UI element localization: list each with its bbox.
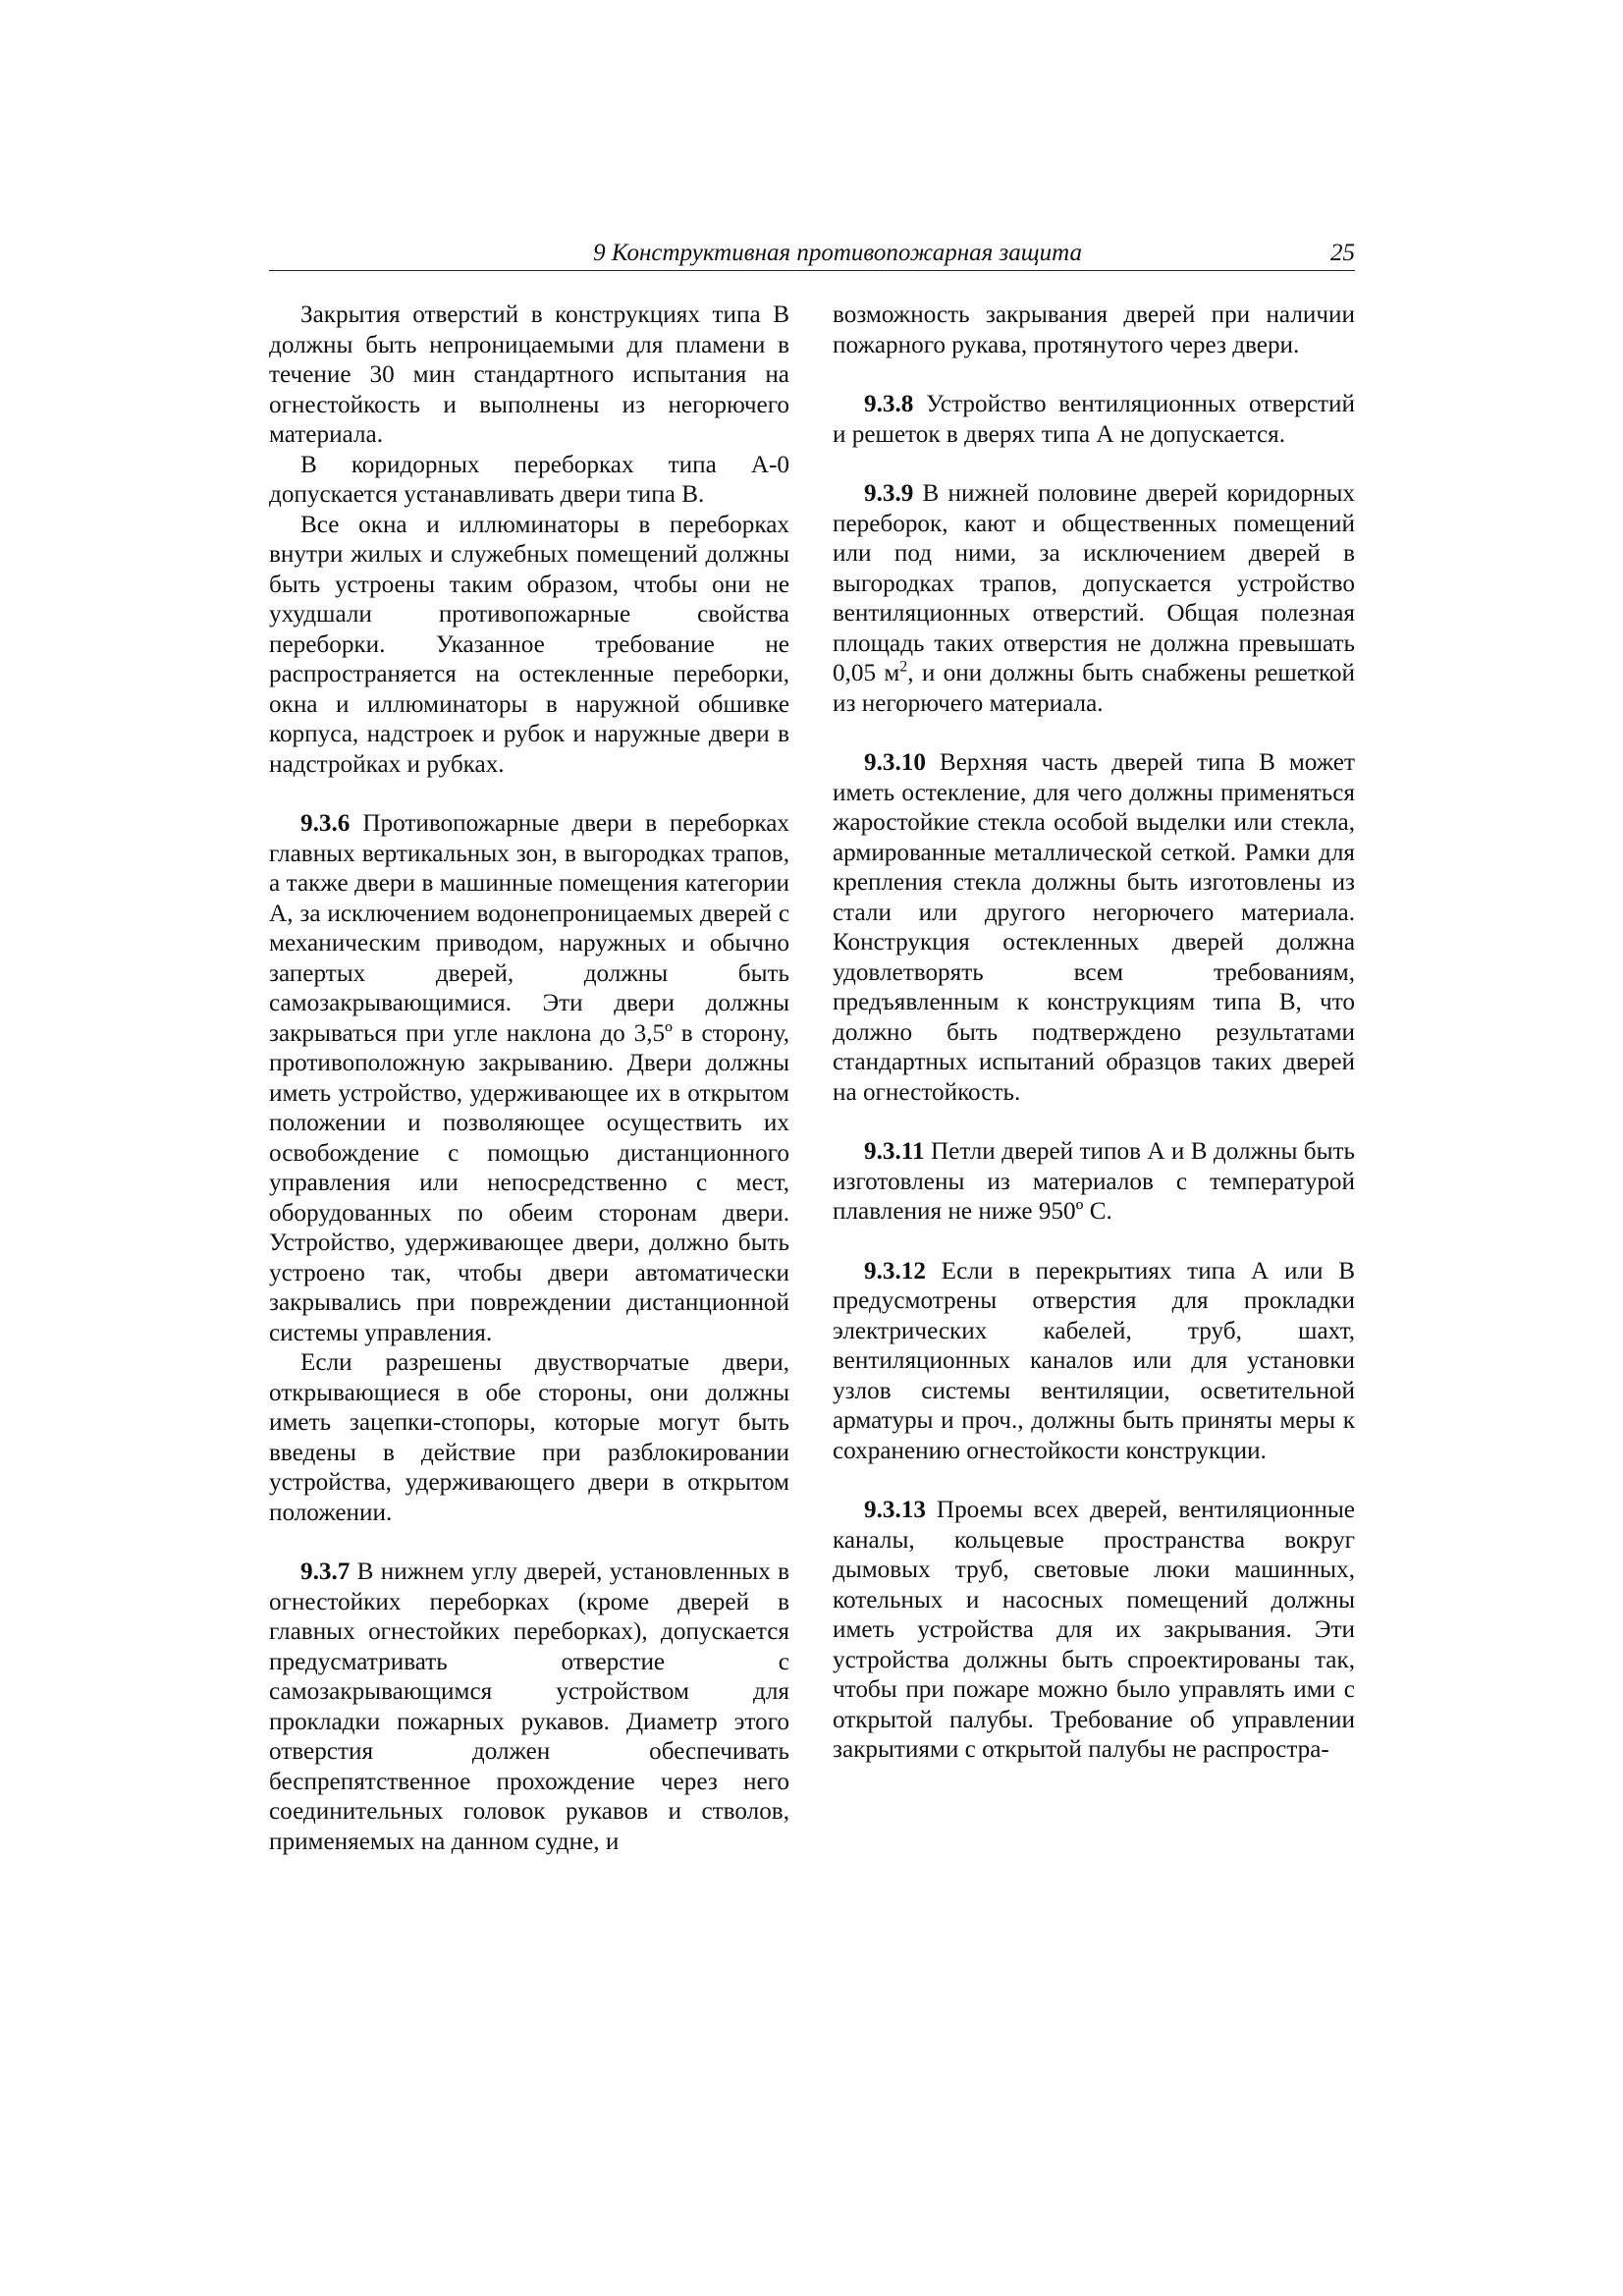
superscript: 2 bbox=[899, 658, 908, 676]
section-9-3-10 bbox=[833, 748, 1355, 1108]
section-number: 9.3.9 bbox=[864, 480, 914, 507]
section-number: 9.3.8 bbox=[864, 391, 914, 417]
section-9-3-8 bbox=[833, 390, 1355, 450]
right-column bbox=[833, 301, 1355, 1766]
paragraph: Если разрешены двустворчатые двери, открывающиеся в обе стороны, они должны иметь зацепки-стопоры, которые могут быть введены в действие при разблокировании устройства, удерживающего двери в открытом положении. bbox=[269, 1349, 789, 1526]
paragraph: Все окна и иллюминаторы в переборках внутри жилых и служебных помещений должны быть устроены таким образом, чтобы они не ухудшали противопожарные свойства переборки. Указанное требование не распространяется на остекленные переборки, окна и иллюминаторы в наружной обшивке корпуса, надстроек и рубок и наружные двери в надстройках и рубках. bbox=[269, 511, 789, 778]
section-9-3-6 bbox=[269, 809, 789, 1348]
section-text: Устройство вентиляционных отверстий и решеток в дверях типа А не допускается. bbox=[833, 391, 1355, 448]
section-text: В нижнем углу дверей, установленных в огнестойких переборках (кроме дверей в главных огнестойких переборках), допускается предусматривать отверстие с самозакрывающимся устройством для прокладки пожарных рукавов. Диаметр этого отверстия должен обеспечивать беспрепятственное прохождение через него соединительных головок рукавов и стволов, применяемых на данном судне, и bbox=[269, 1558, 789, 1855]
section-text: Верхняя часть дверей типа В может иметь остекление, для чего должны применяться жаростойкие стекла особой выделки или стекла, армированные металлической сеткой. Рамки для крепления стекла должны быть изготовлены из стали или другого негорючего материала. Конструкция остекленных дверей должна удовлетворять всем требованиям, предъявленным к конструкциям типа В, что должно быть подтверждено результатами стандартных испытаний образцов таких дверей на огнестойкость. bbox=[833, 749, 1355, 1106]
section-9-3-7 bbox=[269, 1558, 789, 1857]
section-9-3-12 bbox=[833, 1257, 1355, 1467]
page-number: 25 bbox=[1330, 240, 1355, 266]
left-column bbox=[269, 301, 789, 1857]
section-text: Проемы всех дверей, вентиляционные каналы, кольцевые пространства вокруг дымовых труб, световые люки машинных, котельных и насосных помещений должны иметь устройства для их закрывания. Эти устройства должны быть спроектированы так, чтобы при пожаре можно было управлять ими с открытой палубы. Требование об управлении закрытиями с открытой палубы не распростра- bbox=[833, 1497, 1355, 1763]
running-header bbox=[269, 239, 1355, 271]
section-number: 9.3.10 bbox=[864, 749, 926, 776]
section-number: 9.3.13 bbox=[864, 1497, 926, 1523]
section-number: 9.3.6 bbox=[300, 810, 351, 837]
section-text: Противопожарные двери в переборках главных вертикальных зон, в выгородках трапов, а также двери в машинные помещения категории А, за исключением водонепроницаемых дверей с механическим приводом, наружных и обычно запертых дверей, должны быть самозакрывающимися. Эти двери должны закрываться при угле наклона до 3,5º в сторону, противоположную закрыванию. Двери должны иметь устройство, удерживающее их в открытом положении и позволяющее осуществить их освобождение с помощью дистанционного управления или непосредственно с мест, оборудованных по обеим сторонам двери. Устройство, удерживающее двери, должно быть устроено так, чтобы двери автоматически закрывались при повреждении дистанционной системы управления. bbox=[269, 810, 789, 1346]
section-9-3-13 bbox=[833, 1496, 1355, 1766]
paragraph-continuation: возможность закрывания дверей при наличии пожарного рукава, протянутого через двери. bbox=[833, 301, 1355, 358]
section-text: В нижней половине дверей коридорных переборок, кают и общественных помещений или под ними, за исключением дверей в выгородках трапов, допускается устройство вентиляционных отверстий. Общая полезная площадь таких отверстия не должна превышать 0,05 м bbox=[833, 480, 1355, 686]
section-9-3-11 bbox=[833, 1137, 1355, 1228]
section-number: 9.3.11 bbox=[864, 1138, 925, 1165]
section-9-3-9 bbox=[833, 479, 1355, 719]
section-number: 9.3.12 bbox=[864, 1257, 926, 1285]
paragraph: В коридорных переборках типа А-0 допускается устанавливать двери типа В. bbox=[269, 451, 789, 508]
paragraph: Закрытия отверстий в конструкциях типа В должны быть непроницаемыми для пламени в течение 30 мин стандартного испытания на огнестойкость и выполнены из негорючего материала. bbox=[269, 301, 789, 448]
section-number: 9.3.7 bbox=[300, 1558, 351, 1585]
section-text: Если в перекрытиях типа А или В предусмотрены отверстия для прокладки электрических кабелей, труб, шахт, вентиляционных каналов или для установки узлов системы вентиляции, осветительной арматуры и проч., должны быть приняты меры к сохранению огнестойкости конструкции. bbox=[833, 1257, 1355, 1464]
section-text: , и они должны быть снабжены решеткой из негорючего материала. bbox=[833, 660, 1355, 717]
section-text: Петли дверей типов А и В должны быть изготовлены из материалов с температурой плавления не ниже 950º С. bbox=[833, 1138, 1355, 1225]
chapter-title: 9 Конструктивная противопожарная защита bbox=[593, 240, 1082, 266]
